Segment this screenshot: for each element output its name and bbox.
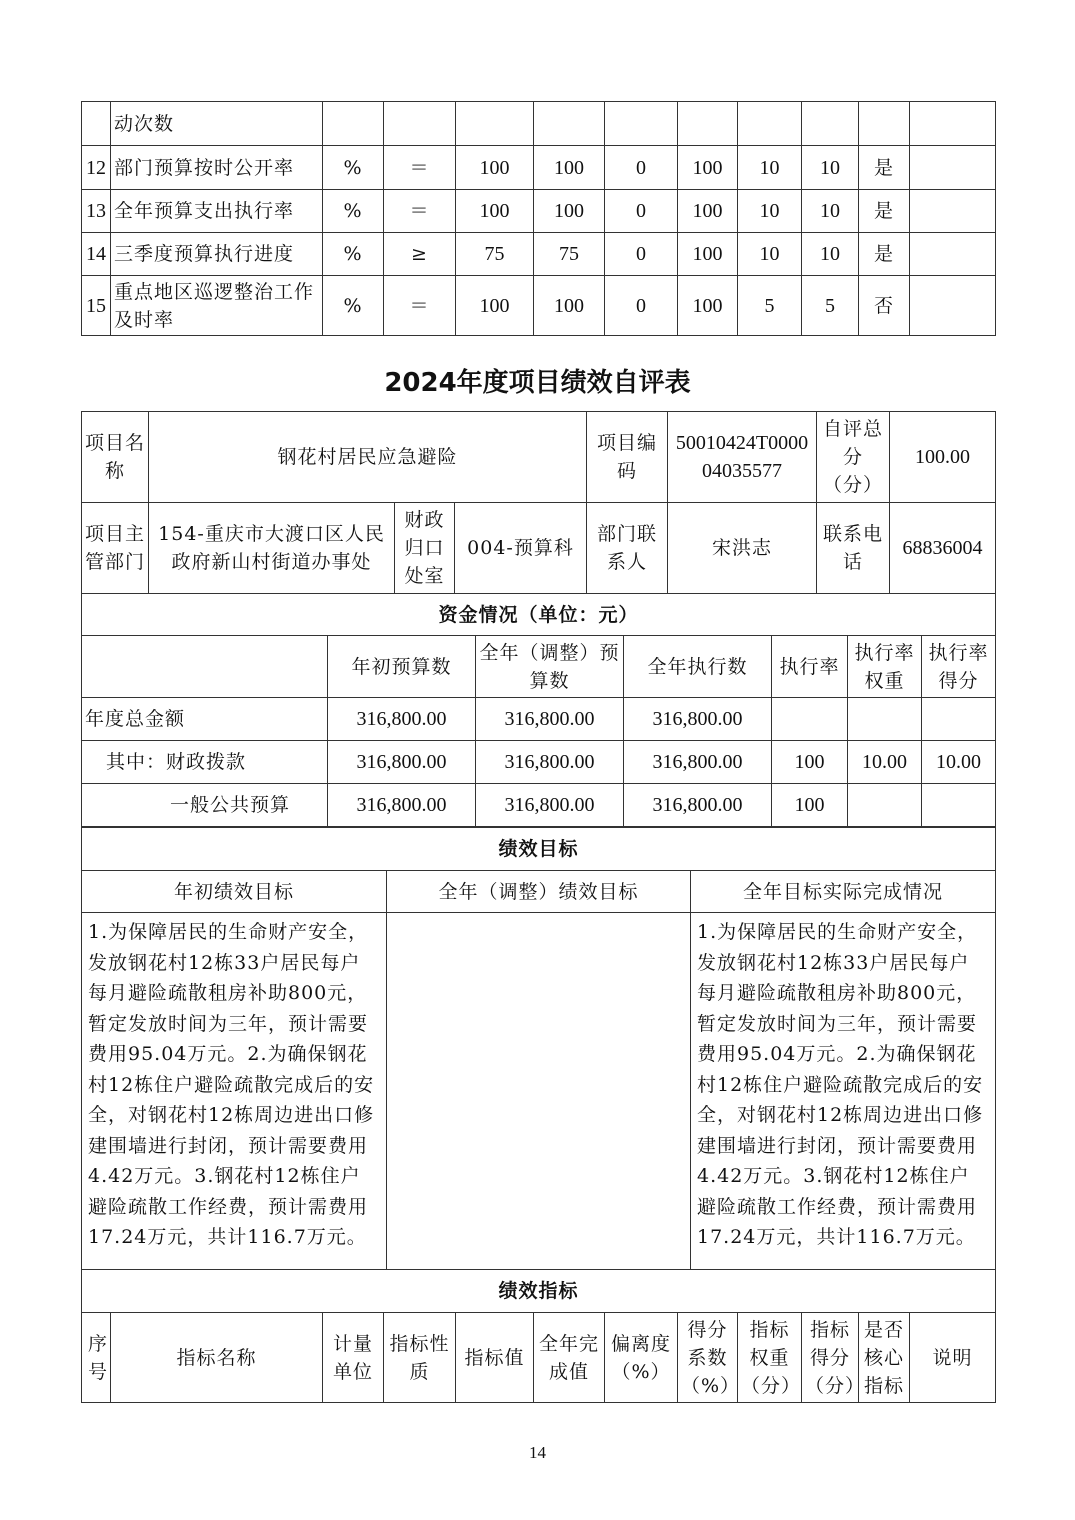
finance-label: 财政归口处室 <box>395 503 455 594</box>
cell-unit: % <box>323 276 384 336</box>
cell-score <box>802 102 859 146</box>
phone-label: 联系电话 <box>817 503 890 594</box>
cell-actual: 100 <box>534 146 605 190</box>
cell-score: 10 <box>802 190 859 233</box>
cell-weight: 5 <box>738 276 802 336</box>
cell-note <box>910 190 996 233</box>
indicator-header-cell: 得分系数（%） <box>678 1313 738 1403</box>
funds-row <box>82 698 996 741</box>
funds-initial: 316,800.00 <box>328 741 476 784</box>
cell-target: 100 <box>456 190 534 233</box>
page-title: 2024年度项目绩效自评表 <box>384 368 691 398</box>
col-adjusted: 全年（调整）预算数 <box>476 636 624 698</box>
cell-core: 是 <box>859 146 910 190</box>
funds-row <box>82 784 996 827</box>
funds-row-label: 年度总金额 <box>82 698 328 741</box>
table-row <box>82 276 996 336</box>
table-row <box>82 190 996 233</box>
cell-no <box>82 102 111 146</box>
cell-weight: 10 <box>738 190 802 233</box>
funds-row-label: 其中：财政拨款 <box>82 741 328 784</box>
cell-coef: 100 <box>678 276 738 336</box>
funds-rate: 100 <box>772 784 848 827</box>
cell-unit: % <box>323 233 384 276</box>
col-score: 执行率得分 <box>922 636 996 698</box>
goals-adjusted-text <box>387 913 691 1270</box>
cell-dev: 0 <box>605 146 678 190</box>
indicator-header-cell: 计量单位 <box>323 1313 384 1403</box>
goals-col-initial: 年初绩效目标 <box>82 871 387 913</box>
funds-adjusted: 316,800.00 <box>476 784 624 827</box>
cell-nature: ＝ <box>384 190 456 233</box>
cell-dev: 0 <box>605 233 678 276</box>
cell-note <box>910 146 996 190</box>
cell-coef: 100 <box>678 190 738 233</box>
cell-weight: 10 <box>738 146 802 190</box>
dept: 154-重庆市大渡口区人民政府新山村街道办事处 <box>149 503 395 594</box>
cell-target: 75 <box>456 233 534 276</box>
cell-core: 是 <box>859 233 910 276</box>
col-executed: 全年执行数 <box>624 636 772 698</box>
funds-adjusted: 316,800.00 <box>476 698 624 741</box>
contact: 宋洪志 <box>668 503 817 594</box>
cell-note <box>910 276 996 336</box>
indicator-header-cell: 序号 <box>82 1313 111 1403</box>
cell-note <box>910 102 996 146</box>
cell-coef: 100 <box>678 233 738 276</box>
table-row <box>82 233 996 276</box>
funds-weight <box>848 784 922 827</box>
funds-weight: 10.00 <box>848 741 922 784</box>
cell-actual: 100 <box>534 276 605 336</box>
funds-table <box>81 635 996 827</box>
cell-note <box>910 233 996 276</box>
indicators-table <box>81 1269 996 1403</box>
funds-row <box>82 741 996 784</box>
project-code: 50010424T000004035577 <box>668 412 817 503</box>
cell-dev <box>605 102 678 146</box>
finance: 004-预算科 <box>455 503 587 594</box>
cell-core <box>859 102 910 146</box>
cell-name: 三季度预算执行进度 <box>111 233 323 276</box>
indicator-header-cell: 偏离度（%） <box>605 1313 678 1403</box>
funds-row-label: 一般公共预算 <box>82 784 328 827</box>
phone: 68836004 <box>890 503 996 594</box>
cell-score: 10 <box>802 233 859 276</box>
cell-dev: 0 <box>605 276 678 336</box>
col-weight: 执行率权重 <box>848 636 922 698</box>
funds-section-title: 资金情况（单位：元） <box>82 594 996 636</box>
funds-score <box>922 784 996 827</box>
goals-actual-text: 1.为保障居民的生命财产安全，发放钢花村12栋33户居民每户每月避险疏散租房补助800元，暂定发放时间为三年，预计需要费用95.04万元。2.为确保钢花村12栋住户避险疏散完成后的安全，对钢花村12栋周边进出口修建围墙进行封闭，预计需要费用4.42万元。3.钢花村12栋住户避险疏散工作经费，预计需费用17.24万元，共计116.7万元。 <box>691 913 996 1270</box>
goals-section-title: 绩效目标 <box>82 828 996 871</box>
goals-col-adjusted: 全年（调整）绩效目标 <box>387 871 691 913</box>
indicator-header-cell: 指标值 <box>456 1313 534 1403</box>
funds-score <box>922 698 996 741</box>
cell-nature: ＝ <box>384 276 456 336</box>
cell-no: 14 <box>82 233 111 276</box>
dept-label: 项目主管部门 <box>82 503 149 594</box>
cell-name: 动次数 <box>111 102 323 146</box>
cell-dev: 0 <box>605 190 678 233</box>
cell-actual: 100 <box>534 190 605 233</box>
table-row <box>82 146 996 190</box>
col-rate: 执行率 <box>772 636 848 698</box>
funds-rate <box>772 698 848 741</box>
cell-unit: % <box>323 146 384 190</box>
cell-name: 部门预算按时公开率 <box>111 146 323 190</box>
indicator-header-cell: 指标权重（分） <box>738 1313 802 1403</box>
cell-score: 5 <box>802 276 859 336</box>
project-info-table <box>81 411 996 636</box>
cell-name: 全年预算支出执行率 <box>111 190 323 233</box>
cell-weight <box>738 102 802 146</box>
self-score-label: 自评总分（分） <box>817 412 890 503</box>
project-name-label: 项目名称 <box>82 412 149 503</box>
funds-executed: 316,800.00 <box>624 698 772 741</box>
cell-unit <box>323 102 384 146</box>
indicator-header-cell: 全年完成值 <box>534 1313 605 1403</box>
cell-no: 12 <box>82 146 111 190</box>
page-number: 14 <box>529 1443 546 1462</box>
cell-name: 重点地区巡逻整治工作及时率 <box>111 276 323 336</box>
indicator-header-cell: 是否核心指标 <box>859 1313 910 1403</box>
cell-nature: ≥ <box>384 233 456 276</box>
cell-score: 10 <box>802 146 859 190</box>
indicator-header-cell: 指标得分（分） <box>802 1313 859 1403</box>
indicator-header-cell: 说明 <box>910 1313 996 1403</box>
goals-initial-text: 1.为保障居民的生命财产安全，发放钢花村12栋33户居民每户每月避险疏散租房补助800元，暂定发放时间为三年，预计需要费用95.04万元。2.为确保钢花村12栋住户避险疏散完成后的安全，对钢花村12栋周边进出口修建围墙进行封闭，预计需要费用4.42万元。3.钢花村12栋住户避险疏散工作经费，预计需费用17.24万元，共计116.7万元。 <box>82 913 387 1270</box>
funds-weight <box>848 698 922 741</box>
indicators-section-title: 绩效指标 <box>82 1270 996 1313</box>
cell-target <box>456 102 534 146</box>
indicator-table-continued <box>81 101 996 336</box>
col-initial: 年初预算数 <box>328 636 476 698</box>
self-score: 100.00 <box>890 412 996 503</box>
cell-core: 否 <box>859 276 910 336</box>
funds-corner <box>82 636 328 698</box>
cell-actual <box>534 102 605 146</box>
funds-initial: 316,800.00 <box>328 784 476 827</box>
cell-coef: 100 <box>678 146 738 190</box>
cell-target: 100 <box>456 276 534 336</box>
project-name: 钢花村居民应急避险 <box>149 412 587 503</box>
indicator-header-cell: 指标性质 <box>384 1313 456 1403</box>
cell-target: 100 <box>456 146 534 190</box>
funds-executed: 316,800.00 <box>624 784 772 827</box>
goals-col-actual: 全年目标实际完成情况 <box>691 871 996 913</box>
funds-adjusted: 316,800.00 <box>476 741 624 784</box>
cell-no: 13 <box>82 190 111 233</box>
funds-score: 10.00 <box>922 741 996 784</box>
cell-unit: % <box>323 190 384 233</box>
funds-initial: 316,800.00 <box>328 698 476 741</box>
goals-table <box>81 827 996 1270</box>
cell-actual: 75 <box>534 233 605 276</box>
table-row <box>82 102 996 146</box>
funds-executed: 316,800.00 <box>624 741 772 784</box>
cell-nature <box>384 102 456 146</box>
cell-weight: 10 <box>738 233 802 276</box>
indicators-header-row <box>82 1313 996 1403</box>
contact-label: 部门联系人 <box>587 503 668 594</box>
cell-core: 是 <box>859 190 910 233</box>
funds-rate: 100 <box>772 741 848 784</box>
cell-no: 15 <box>82 276 111 336</box>
cell-nature: ＝ <box>384 146 456 190</box>
cell-coef <box>678 102 738 146</box>
project-code-label: 项目编码 <box>587 412 668 503</box>
indicator-header-cell: 指标名称 <box>111 1313 323 1403</box>
